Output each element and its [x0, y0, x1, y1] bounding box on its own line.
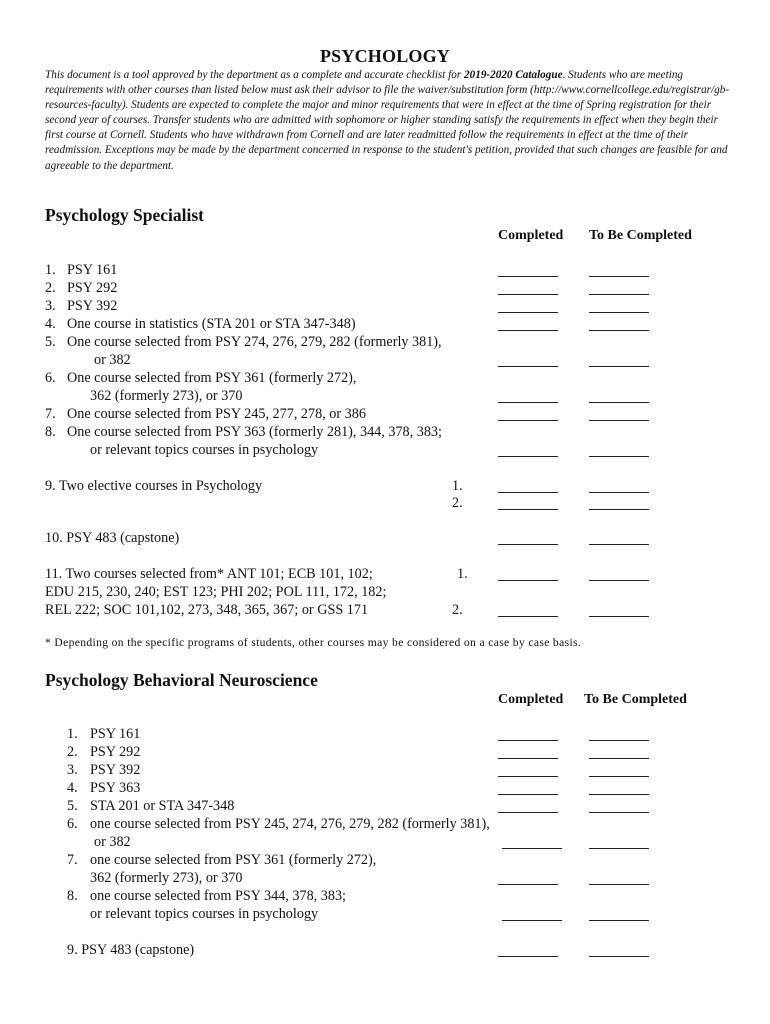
item-number: 4. [67, 780, 78, 796]
item-number: 4. [45, 316, 56, 332]
item-text: PSY 292 [90, 744, 141, 760]
item-text: One course in statistics (STA 201 or STA 347-348) [67, 316, 356, 332]
item-number: 8. [67, 888, 78, 904]
to-be-completed-blank[interactable] [589, 366, 649, 367]
specialist-requirement [0, 297, 770, 315]
item-number: 1. [67, 726, 78, 742]
intro-paragraph [45, 68, 733, 174]
item-text: PSY 161 [67, 262, 118, 278]
specialist-requirement-continuation [0, 351, 770, 369]
sub-number: 2. [452, 602, 463, 618]
completed-blank[interactable] [498, 420, 558, 421]
specialist-requirement [0, 315, 770, 333]
neuroscience-section-title: Psychology Behavioral Neuroscience [45, 670, 318, 690]
completed-blank[interactable] [498, 276, 558, 277]
item-number: 8. [45, 424, 56, 440]
completed-blank[interactable] [498, 509, 558, 510]
to-be-completed-blank[interactable] [589, 420, 649, 421]
footnote: * Depending on the specific programs of students, other courses may be considered on a case by case basis. [45, 636, 582, 649]
item-text: PSY 161 [90, 726, 141, 742]
specialist-requirement [0, 477, 770, 495]
to-be-completed-blank[interactable] [589, 848, 649, 849]
specialist-requirement-continuation [0, 583, 770, 601]
to-be-completed-blank[interactable] [589, 509, 649, 510]
item-number: 5. [45, 334, 56, 350]
item-text: one course selected from PSY 344, 378, 383; [90, 888, 346, 904]
item-number: 6. [45, 370, 56, 386]
sub-number: 1. [452, 478, 463, 494]
item-number: 2. [45, 280, 56, 296]
item-text: or relevant topics courses in psychology [90, 442, 319, 458]
neuroscience-completed-header: Completed [498, 692, 564, 707]
to-be-completed-blank[interactable] [589, 616, 649, 617]
specialist-requirement [0, 405, 770, 423]
item-number: 1. [45, 262, 56, 278]
completed-blank[interactable] [498, 812, 558, 813]
completed-blank[interactable] [498, 956, 558, 957]
neuroscience-requirement-continuation [0, 869, 770, 887]
item-text: 9. Two elective courses in Psychology [45, 478, 263, 494]
completed-blank[interactable] [498, 580, 558, 581]
neuroscience-requirement [0, 815, 770, 833]
specialist-requirement [0, 565, 770, 583]
item-text: or 382 [94, 834, 131, 850]
to-be-completed-blank[interactable] [589, 294, 649, 295]
to-be-completed-blank[interactable] [589, 794, 649, 795]
neuroscience-requirement [0, 725, 770, 743]
completed-blank[interactable] [498, 776, 558, 777]
item-text: 9. PSY 483 (capstone) [67, 942, 195, 958]
to-be-completed-blank[interactable] [589, 456, 649, 457]
to-be-completed-blank[interactable] [589, 758, 649, 759]
completed-blank[interactable] [498, 294, 558, 295]
completed-blank[interactable] [502, 920, 562, 921]
specialist-section-title: Psychology Specialist [45, 205, 204, 225]
page-title: PSYCHOLOGY [319, 46, 450, 66]
neuroscience-requirement-continuation [0, 833, 770, 851]
item-text: 11. Two courses selected from* ANT 101; ECB 101, 102; [45, 566, 373, 582]
item-text: 362 (formerly 273), or 370 [90, 388, 243, 404]
item-number: 3. [67, 762, 78, 778]
neuroscience-requirement-continuation [0, 905, 770, 923]
completed-blank[interactable] [502, 848, 562, 849]
item-text: one course selected from PSY 361 (formerly 272), [90, 852, 377, 868]
completed-blank[interactable] [498, 616, 558, 617]
specialist-completed-header: Completed [498, 228, 564, 243]
specialist-requirement-continuation [0, 441, 770, 459]
to-be-completed-blank[interactable] [589, 740, 649, 741]
specialist-requirement [0, 369, 770, 387]
completed-blank[interactable] [498, 492, 558, 493]
item-number: 6. [67, 816, 78, 832]
to-be-completed-blank[interactable] [589, 276, 649, 277]
completed-blank[interactable] [498, 330, 558, 331]
neuroscience-requirement [0, 851, 770, 869]
to-be-completed-blank[interactable] [589, 884, 649, 885]
to-be-completed-blank[interactable] [589, 544, 649, 545]
item-text: STA 201 or STA 347-348 [90, 798, 235, 814]
to-be-completed-blank[interactable] [589, 402, 649, 403]
item-text: 10. PSY 483 (capstone) [45, 530, 180, 546]
completed-blank[interactable] [498, 794, 558, 795]
neuroscience-requirement [0, 941, 770, 959]
item-text: 362 (formerly 273), or 370 [90, 870, 243, 886]
specialist-requirement [0, 279, 770, 297]
specialist-tbc-header: To Be Completed [589, 228, 692, 243]
item-text: PSY 392 [90, 762, 141, 778]
completed-blank[interactable] [498, 544, 558, 545]
item-text: One course selected from PSY 363 (formerly 281), 344, 378, 383; [67, 424, 442, 440]
neuroscience-tbc-header: To Be Completed [584, 692, 687, 707]
intro-catalogue-year: 2019-2020 Catalogue [464, 69, 563, 81]
item-number: 5. [67, 798, 78, 814]
item-text: PSY 363 [90, 780, 141, 796]
completed-blank[interactable] [498, 402, 558, 403]
item-text: PSY 292 [67, 280, 118, 296]
item-text: PSY 392 [67, 298, 118, 314]
item-text: REL 222; SOC 101,102, 273, 348, 365, 367; or GSS 171 [45, 602, 369, 618]
sub-number: 2. [452, 495, 463, 511]
sub-number: 1. [457, 566, 468, 582]
to-be-completed-blank[interactable] [589, 920, 649, 921]
intro-text-start: This document is a tool approved by the department as a complete and accurate checklist for [45, 69, 465, 81]
specialist-requirement [0, 423, 770, 441]
to-be-completed-blank[interactable] [589, 956, 649, 957]
item-number: 7. [67, 852, 78, 868]
item-number: 3. [45, 298, 56, 314]
specialist-requirement-continuation [0, 601, 770, 619]
to-be-completed-blank[interactable] [589, 492, 649, 493]
item-number: 7. [45, 406, 56, 422]
item-text: One course selected from PSY 361 (formerly 272), [67, 370, 357, 386]
completed-blank[interactable] [498, 366, 558, 367]
to-be-completed-blank[interactable] [589, 330, 649, 331]
intro-text-end: . Students who are meeting requirements with other courses than listed below must ask their advisor to file the waiver/substitution form (http://www.cornellcollege.edu/registrar/gb-resources-faculty). Students are expected to complete the major and minor requirements that were in effect at the time of Spring registration for their second year of courses. Transfer students who are admitted with sophomore or higher standing satisfy the requirements in effect when they begin their first course at Cornell. Students who have withdrawn from Cornell and are later readmitted follow the requirements in effect at the time of their readmission. Exceptions may be made by the department concerned in response to the student's petition, provided that such changes are feasible for and agreeable to the department. [45, 69, 730, 172]
neuroscience-requirement [0, 761, 770, 779]
specialist-requirement [0, 261, 770, 279]
item-text: or 382 [94, 352, 131, 368]
specialist-requirement [0, 529, 770, 547]
item-text: one course selected from PSY 245, 274, 276, 279, 282 (formerly 381), [90, 816, 490, 832]
neuroscience-requirement [0, 797, 770, 815]
item-text: One course selected from PSY 274, 276, 279, 282 (formerly 381), [67, 334, 442, 350]
item-number: 2. [67, 744, 78, 760]
neuroscience-requirement [0, 743, 770, 761]
completed-blank[interactable] [498, 312, 558, 313]
to-be-completed-blank[interactable] [589, 580, 649, 581]
to-be-completed-blank[interactable] [589, 312, 649, 313]
neuroscience-requirement [0, 779, 770, 797]
specialist-requirement [0, 333, 770, 351]
item-text: One course selected from PSY 245, 277, 278, or 386 [67, 406, 366, 422]
to-be-completed-blank[interactable] [589, 812, 649, 813]
to-be-completed-blank[interactable] [589, 776, 649, 777]
completed-blank[interactable] [498, 884, 558, 885]
item-text: or relevant topics courses in psychology [90, 906, 319, 922]
completed-blank[interactable] [498, 740, 558, 741]
completed-blank[interactable] [498, 456, 558, 457]
specialist-requirement-continuation [0, 494, 770, 512]
completed-blank[interactable] [498, 758, 558, 759]
specialist-requirement-continuation [0, 387, 770, 405]
item-text: EDU 215, 230, 240; EST 123; PHI 202; POL 111, 172, 182; [45, 584, 387, 600]
neuroscience-requirement [0, 887, 770, 905]
